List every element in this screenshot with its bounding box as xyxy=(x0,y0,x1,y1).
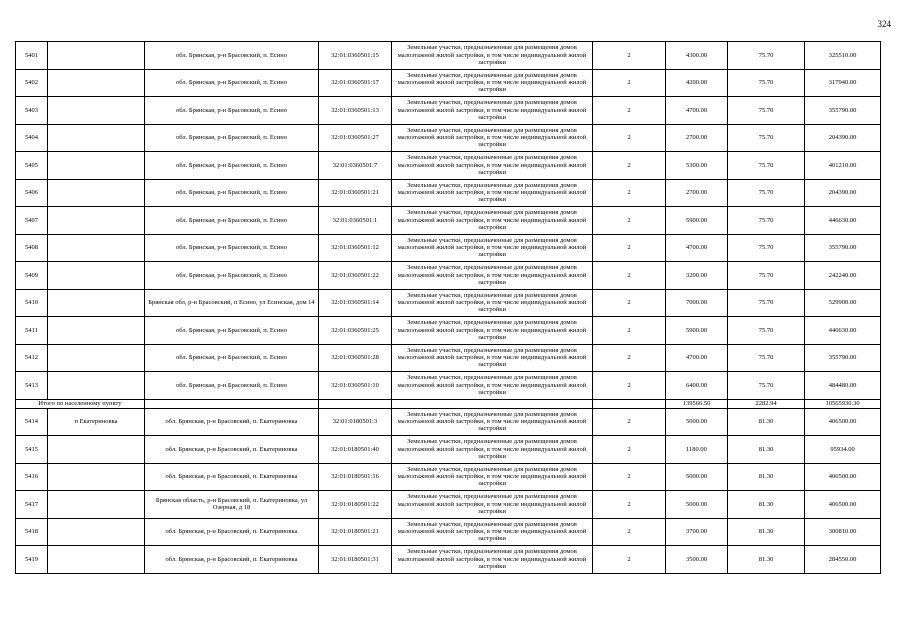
cadastral-number: 32:01:0360501:21 xyxy=(319,179,392,207)
table-row xyxy=(16,372,881,400)
table-row xyxy=(16,546,881,574)
land-use-purpose: Земельные участки, предназначенные для размещения домов малоэтажной жилой застройки, в том числе индивидуальной жилой застройки xyxy=(392,289,593,317)
table-row xyxy=(16,289,881,317)
address: обл. Брянская, р-н Брасовский, п. Екатериновка xyxy=(145,436,319,464)
group-number: 2 xyxy=(593,207,666,235)
area: 6400.00 xyxy=(666,372,728,400)
settlement-name xyxy=(48,97,145,125)
cadastral-number: 32:01:0360501:13 xyxy=(319,97,392,125)
group-number: 2 xyxy=(593,518,666,546)
address: обл. Брянская, р-н Брасовский, п. Екатериновка xyxy=(145,546,319,574)
row-number: 5417 xyxy=(16,491,48,519)
area: 3500.00 xyxy=(666,546,728,574)
land-use-purpose: Земельные участки, предназначенные для размещения домов малоэтажной жилой застройки, в том числе индивидуальной жилой застройки xyxy=(392,463,593,491)
area: 5000.00 xyxy=(666,408,728,436)
area: 5300.00 xyxy=(666,152,728,180)
specific-value: 75.70 xyxy=(728,262,805,290)
land-use-purpose: Земельные участки, предназначенные для размещения домов малоэтажной жилой застройки, в том числе индивидуальной жилой застройки xyxy=(392,262,593,290)
group-number: 2 xyxy=(593,152,666,180)
address: обл. Брянская, р-н Брасовский, п. Есино xyxy=(145,69,319,97)
cadastral-number: 32:01:0180501:22 xyxy=(319,491,392,519)
cadastral-value: 406500.00 xyxy=(805,491,881,519)
address: обл. Брянская, р-н Брасовский, п. Екатериновка xyxy=(145,518,319,546)
table-row xyxy=(16,518,881,546)
address: обл. Брянская, р-н Брасовский, п. Есино xyxy=(145,207,319,235)
page-number: 324 xyxy=(877,19,891,29)
total-label: Итого по населенному пункту xyxy=(16,399,145,408)
area: 2700.00 xyxy=(666,124,728,152)
settlement-name xyxy=(48,124,145,152)
address: обл. Брянская, р-н Брасовский, п. Есино xyxy=(145,372,319,400)
table-row xyxy=(16,152,881,180)
specific-value: 75.70 xyxy=(728,207,805,235)
specific-value: 75.70 xyxy=(728,289,805,317)
row-number: 5412 xyxy=(16,344,48,372)
group-number: 2 xyxy=(593,179,666,207)
settlement-name xyxy=(48,179,145,207)
row-number: 5402 xyxy=(16,69,48,97)
specific-value: 75.70 xyxy=(728,372,805,400)
land-use-purpose: Земельные участки, предназначенные для размещения домов малоэтажной жилой застройки, в том числе индивидуальной жилой застройки xyxy=(392,491,593,519)
row-number: 5418 xyxy=(16,518,48,546)
specific-value: 75.70 xyxy=(728,344,805,372)
specific-value: 75.70 xyxy=(728,97,805,125)
cadastral-value: 529900.00 xyxy=(805,289,881,317)
address: обл. Брянская, р-н Брасовский, п. Есино xyxy=(145,97,319,125)
area: 4200.00 xyxy=(666,69,728,97)
table-row xyxy=(16,179,881,207)
cadastral-value: 355790.00 xyxy=(805,234,881,262)
group-number: 2 xyxy=(593,344,666,372)
cadastral-value: 484480.00 xyxy=(805,372,881,400)
land-use-purpose: Земельные участки, предназначенные для размещения домов малоэтажной жилой застройки, в том числе индивидуальной жилой застройки xyxy=(392,408,593,436)
group-number: 2 xyxy=(593,408,666,436)
cadastral-value: 317940.00 xyxy=(805,69,881,97)
area: 4700.00 xyxy=(666,344,728,372)
address: обл. Брянская, р-н Брасовский, п. Екатериновка xyxy=(145,408,319,436)
address: обл. Брянская, р-н Брасовский, п. Есино xyxy=(145,179,319,207)
settlement-name xyxy=(48,152,145,180)
table-row xyxy=(16,69,881,97)
cadastral-number: 32:01:0360501:12 xyxy=(319,234,392,262)
land-use-purpose: Земельные участки, предназначенные для размещения домов малоэтажной жилой застройки, в том числе индивидуальной жилой застройки xyxy=(392,372,593,400)
settlement-name xyxy=(48,463,145,491)
specific-value: 75.70 xyxy=(728,124,805,152)
row-number: 5404 xyxy=(16,124,48,152)
address: обл. Брянская, р-н Брасовский, п. Есино xyxy=(145,42,319,70)
cadastral-value: 242240.00 xyxy=(805,262,881,290)
table-row xyxy=(16,207,881,235)
cadastral-number: 32:01:0180501:3 xyxy=(319,408,392,436)
settlement-name: п Екатериновка xyxy=(48,408,145,436)
table-row xyxy=(16,124,881,152)
table-row xyxy=(16,344,881,372)
row-number: 5410 xyxy=(16,289,48,317)
row-number: 5414 xyxy=(16,408,48,436)
group-number: 2 xyxy=(593,546,666,574)
land-use-purpose: Земельные участки, предназначенные для размещения домов малоэтажной жилой застройки, в том числе индивидуальной жилой застройки xyxy=(392,546,593,574)
land-use-purpose: Земельные участки, предназначенные для размещения домов малоэтажной жилой застройки, в том числе индивидуальной жилой застройки xyxy=(392,179,593,207)
total-ups: 2282.94 xyxy=(728,399,805,408)
address: Брянская область, р-н Брасовский, п. Екатериновка, ул Озерная, д 18 xyxy=(145,491,319,519)
area: 4300.00 xyxy=(666,42,728,70)
specific-value: 75.70 xyxy=(728,42,805,70)
land-use-purpose: Земельные участки, предназначенные для размещения домов малоэтажной жилой застройки, в том числе индивидуальной жилой застройки xyxy=(392,69,593,97)
cadastral-number: 32:01:0360501:10 xyxy=(319,372,392,400)
area: 4700.00 xyxy=(666,97,728,125)
settlement-name xyxy=(48,317,145,345)
table-row xyxy=(16,491,881,519)
settlement-name xyxy=(48,546,145,574)
cadastral-value: 355790.00 xyxy=(805,344,881,372)
cadastral-number: 32:01:0360501:1 xyxy=(319,207,392,235)
land-use-purpose: Земельные участки, предназначенные для размещения домов малоэтажной жилой застройки, в том числе индивидуальной жилой застройки xyxy=(392,124,593,152)
land-use-purpose: Земельные участки, предназначенные для размещения домов малоэтажной жилой застройки, в том числе индивидуальной жилой застройки xyxy=(392,234,593,262)
group-number: 2 xyxy=(593,262,666,290)
table-row xyxy=(16,262,881,290)
area: 3700.00 xyxy=(666,518,728,546)
address: обл. Брянская, р-н Брасовский, п. Есино xyxy=(145,152,319,180)
area: 7000.00 xyxy=(666,289,728,317)
row-number: 5408 xyxy=(16,234,48,262)
cadastral-value: 355790.00 xyxy=(805,97,881,125)
group-number: 2 xyxy=(593,463,666,491)
table-row xyxy=(16,234,881,262)
area: 3200.00 xyxy=(666,262,728,290)
cadastral-value: 401210.00 xyxy=(805,152,881,180)
cadastral-number: 32:01:0360501:17 xyxy=(319,69,392,97)
area: 5900.00 xyxy=(666,207,728,235)
address: обл. Брянская, р-н Брасовский, п. Есино xyxy=(145,344,319,372)
table-row xyxy=(16,317,881,345)
cadastral-number: 32:01:0360501:14 xyxy=(319,289,392,317)
address: обл. Брянская, р-н Брасовский, п. Есино xyxy=(145,124,319,152)
row-number: 5409 xyxy=(16,262,48,290)
cadastral-number: 32:01:0360501:25 xyxy=(319,317,392,345)
group-number: 2 xyxy=(593,491,666,519)
row-number: 5413 xyxy=(16,372,48,400)
table-row xyxy=(16,463,881,491)
land-use-purpose: Земельные участки, предназначенные для размещения домов малоэтажной жилой застройки, в том числе индивидуальной жилой застройки xyxy=(392,436,593,464)
address: обл. Брянская, р-н Брасовский, п. Есино xyxy=(145,234,319,262)
table-row xyxy=(16,436,881,464)
land-use-purpose: Земельные участки, предназначенные для размещения домов малоэтажной жилой застройки, в том числе индивидуальной жилой застройки xyxy=(392,317,593,345)
settlement-name xyxy=(48,491,145,519)
land-use-purpose: Земельные участки, предназначенные для размещения домов малоэтажной жилой застройки, в том числе индивидуальной жилой застройки xyxy=(392,152,593,180)
cadastral-value: 446630.00 xyxy=(805,207,881,235)
settlement-name xyxy=(48,289,145,317)
area: 5000.00 xyxy=(666,491,728,519)
cadastral-value: 204390.00 xyxy=(805,124,881,152)
group-number: 2 xyxy=(593,436,666,464)
address: обл. Брянская, р-н Брасовский, п. Екатериновка xyxy=(145,463,319,491)
address: обл. Брянская, р-н Брасовский, п. Есино xyxy=(145,262,319,290)
row-number: 5411 xyxy=(16,317,48,345)
specific-value: 81.30 xyxy=(728,436,805,464)
row-number: 5401 xyxy=(16,42,48,70)
specific-value: 75.70 xyxy=(728,317,805,345)
cadastral-number: 32:01:0360501:27 xyxy=(319,124,392,152)
table-row xyxy=(16,408,881,436)
group-number: 2 xyxy=(593,317,666,345)
cadastral-number: 32:01:0180501:31 xyxy=(319,546,392,574)
settlement-name xyxy=(48,518,145,546)
cadastral-value: 204390.00 xyxy=(805,179,881,207)
cadastral-number: 32:01:0360501:22 xyxy=(319,262,392,290)
area: 5000.00 xyxy=(666,463,728,491)
specific-value: 81.30 xyxy=(728,546,805,574)
cadastral-value: 406500.00 xyxy=(805,408,881,436)
specific-value: 75.70 xyxy=(728,179,805,207)
cadastral-number: 32:01:0180501:40 xyxy=(319,436,392,464)
land-use-purpose: Земельные участки, предназначенные для размещения домов малоэтажной жилой застройки, в том числе индивидуальной жилой застройки xyxy=(392,518,593,546)
cadastral-value: 406500.00 xyxy=(805,463,881,491)
settlement-name xyxy=(48,436,145,464)
land-use-purpose: Земельные участки, предназначенные для размещения домов малоэтажной жилой застройки, в том числе индивидуальной жилой застройки xyxy=(392,42,593,70)
specific-value: 81.30 xyxy=(728,518,805,546)
settlement-name xyxy=(48,262,145,290)
group-number: 2 xyxy=(593,234,666,262)
specific-value: 81.30 xyxy=(728,463,805,491)
group-number: 2 xyxy=(593,42,666,70)
settlement-total-row xyxy=(16,399,881,408)
settlement-name xyxy=(48,234,145,262)
group-number: 2 xyxy=(593,289,666,317)
table-row xyxy=(16,42,881,70)
group-number: 2 xyxy=(593,124,666,152)
specific-value: 75.70 xyxy=(728,234,805,262)
total-value: 10565930.30 xyxy=(805,399,881,408)
settlement-name xyxy=(48,344,145,372)
cadastral-number: 32:01:0180501:16 xyxy=(319,463,392,491)
cadastral-value: 95934.00 xyxy=(805,436,881,464)
area: 4700.00 xyxy=(666,234,728,262)
area: 5900.00 xyxy=(666,317,728,345)
group-number: 2 xyxy=(593,372,666,400)
land-use-purpose: Земельные участки, предназначенные для размещения домов малоэтажной жилой застройки, в том числе индивидуальной жилой застройки xyxy=(392,97,593,125)
settlement-name xyxy=(48,207,145,235)
cadastral-value: 300810.00 xyxy=(805,518,881,546)
address: Брянская обл, р-н Брасовский, п Есино, ул Есинская, дом 14 xyxy=(145,289,319,317)
row-number: 5416 xyxy=(16,463,48,491)
specific-value: 81.30 xyxy=(728,408,805,436)
group-number: 2 xyxy=(593,69,666,97)
land-use-purpose: Земельные участки, предназначенные для размещения домов малоэтажной жилой застройки, в том числе индивидуальной жилой застройки xyxy=(392,207,593,235)
row-number: 5415 xyxy=(16,436,48,464)
cadastral-number: 32:01:0360501:15 xyxy=(319,42,392,70)
specific-value: 75.70 xyxy=(728,152,805,180)
cadastral-value: 446630.00 xyxy=(805,317,881,345)
table-row xyxy=(16,97,881,125)
row-number: 5405 xyxy=(16,152,48,180)
row-number: 5419 xyxy=(16,546,48,574)
settlement-name xyxy=(48,372,145,400)
land-use-purpose: Земельные участки, предназначенные для размещения домов малоэтажной жилой застройки, в том числе индивидуальной жилой застройки xyxy=(392,344,593,372)
group-number: 2 xyxy=(593,97,666,125)
cadastral-number: 32:01:0360501:28 xyxy=(319,344,392,372)
address: обл. Брянская, р-н Брасовский, п. Есино xyxy=(145,317,319,345)
area: 1180.00 xyxy=(666,436,728,464)
cadastral-number: 32:01:0360501:7 xyxy=(319,152,392,180)
row-number: 5406 xyxy=(16,179,48,207)
row-number: 5407 xyxy=(16,207,48,235)
cadastral-value: 284550.00 xyxy=(805,546,881,574)
total-area: 139566.50 xyxy=(666,399,728,408)
specific-value: 81.30 xyxy=(728,491,805,519)
cadastral-value: 325510.00 xyxy=(805,42,881,70)
settlement-name xyxy=(48,42,145,70)
settlement-name xyxy=(48,69,145,97)
cadastral-value-table xyxy=(15,41,881,574)
row-number: 5403 xyxy=(16,97,48,125)
area: 2700.00 xyxy=(666,179,728,207)
specific-value: 75.70 xyxy=(728,69,805,97)
cadastral-number: 32:01:0180501:21 xyxy=(319,518,392,546)
